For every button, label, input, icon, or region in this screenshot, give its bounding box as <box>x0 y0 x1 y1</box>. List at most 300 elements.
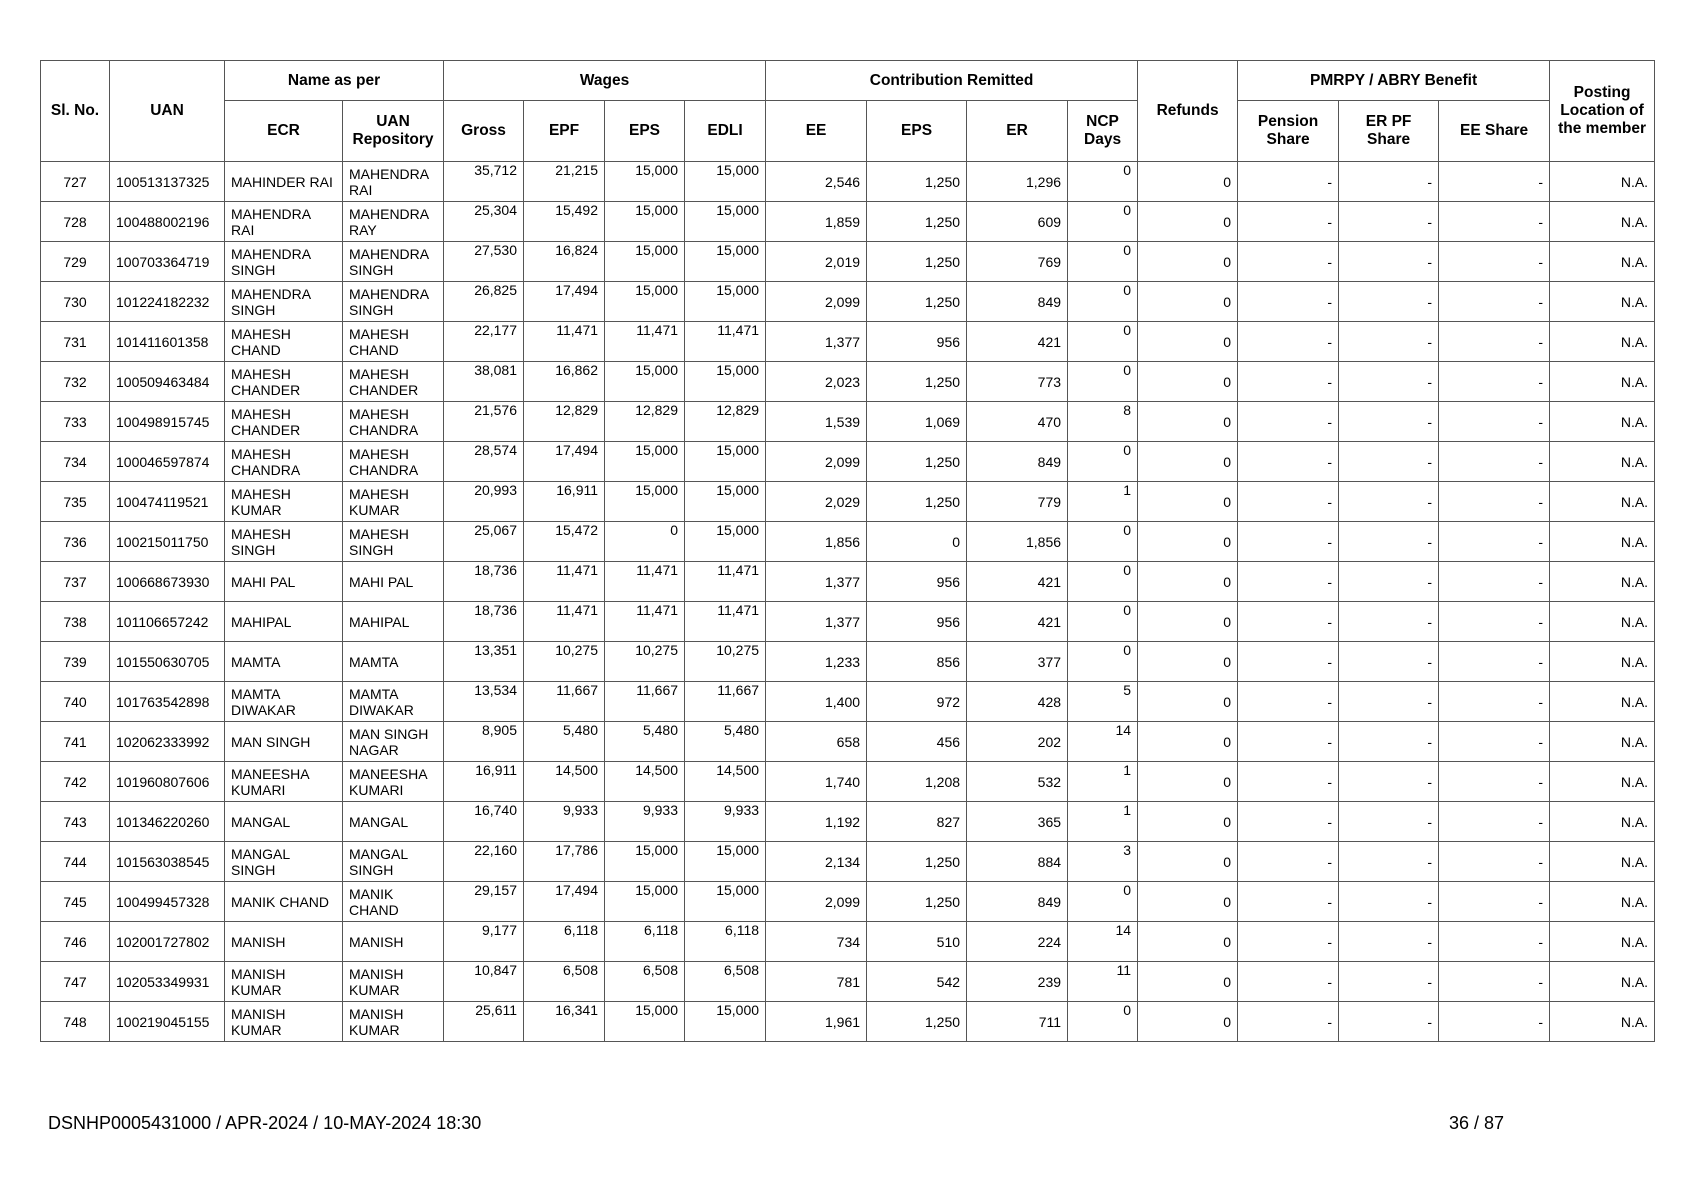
cell-er: 769 <box>967 242 1068 282</box>
cell-edli: 11,667 <box>685 682 766 722</box>
cell-posting-location: N.A. <box>1550 962 1655 1002</box>
cell-pension-share: - <box>1238 482 1339 522</box>
cell-ecr-name: MAHENDRA SINGH <box>225 242 343 282</box>
cell-sl-no: 744 <box>41 842 110 882</box>
cell-posting-location: N.A. <box>1550 442 1655 482</box>
cell-gross: 9,177 <box>444 922 524 962</box>
col-epf: EPF <box>524 101 605 162</box>
cell-uan-repo-name: MANISH KUMAR <box>343 962 444 1002</box>
cell-ee-share: - <box>1439 842 1550 882</box>
cell-ee-share: - <box>1439 162 1550 202</box>
cell-ee: 1,856 <box>766 522 867 562</box>
cell-edli: 12,829 <box>685 402 766 442</box>
cell-sl-no: 738 <box>41 602 110 642</box>
group-wages: Wages <box>444 61 766 101</box>
cell-contrib-eps: 827 <box>867 802 967 842</box>
table-row <box>41 802 1655 842</box>
cell-uan-repo-name: MAHESH CHANDER <box>343 362 444 402</box>
cell-gross: 25,304 <box>444 202 524 242</box>
cell-er-pf-share: - <box>1339 482 1439 522</box>
cell-ecr-name: MANEESHA KUMARI <box>225 762 343 802</box>
cell-refunds: 0 <box>1138 402 1238 442</box>
cell-edli: 15,000 <box>685 282 766 322</box>
cell-er-pf-share: - <box>1339 802 1439 842</box>
cell-sl-no: 732 <box>41 362 110 402</box>
cell-ee-share: - <box>1439 762 1550 802</box>
cell-wages-eps: 11,471 <box>605 602 685 642</box>
cell-wages-eps: 15,000 <box>605 842 685 882</box>
cell-gross: 38,081 <box>444 362 524 402</box>
cell-epf: 16,341 <box>524 1002 605 1042</box>
cell-uan-repo-name: MAN SINGH NAGAR <box>343 722 444 762</box>
cell-uan-repo-name: MAHESH CHANDRA <box>343 402 444 442</box>
cell-refunds: 0 <box>1138 642 1238 682</box>
cell-wages-eps: 15,000 <box>605 202 685 242</box>
cell-sl-no: 746 <box>41 922 110 962</box>
cell-epf: 17,494 <box>524 442 605 482</box>
cell-wages-eps: 9,933 <box>605 802 685 842</box>
cell-uan: 102053349931 <box>110 962 225 1002</box>
table-body <box>41 162 1655 1042</box>
table-row <box>41 882 1655 922</box>
table-row <box>41 322 1655 362</box>
cell-er-pf-share: - <box>1339 922 1439 962</box>
cell-ee: 2,019 <box>766 242 867 282</box>
cell-gross: 35,712 <box>444 162 524 202</box>
cell-contrib-eps: 1,250 <box>867 842 967 882</box>
cell-ncp-days: 1 <box>1068 482 1138 522</box>
cell-refunds: 0 <box>1138 482 1238 522</box>
cell-er-pf-share: - <box>1339 682 1439 722</box>
cell-contrib-eps: 856 <box>867 642 967 682</box>
cell-pension-share: - <box>1238 682 1339 722</box>
cell-wages-eps: 15,000 <box>605 282 685 322</box>
cell-wages-eps: 11,471 <box>605 562 685 602</box>
cell-sl-no: 742 <box>41 762 110 802</box>
cell-sl-no: 748 <box>41 1002 110 1042</box>
cell-sl-no: 747 <box>41 962 110 1002</box>
table-row <box>41 482 1655 522</box>
cell-uan-repo-name: MAHI PAL <box>343 562 444 602</box>
cell-ecr-name: MAHIPAL <box>225 602 343 642</box>
cell-refunds: 0 <box>1138 522 1238 562</box>
cell-epf: 9,933 <box>524 802 605 842</box>
cell-edli: 15,000 <box>685 162 766 202</box>
cell-contrib-eps: 1,208 <box>867 762 967 802</box>
cell-ecr-name: MANISH <box>225 922 343 962</box>
cell-gross: 10,847 <box>444 962 524 1002</box>
cell-uan: 100513137325 <box>110 162 225 202</box>
cell-posting-location: N.A. <box>1550 282 1655 322</box>
cell-er-pf-share: - <box>1339 1002 1439 1042</box>
cell-wages-eps: 14,500 <box>605 762 685 802</box>
cell-ee: 1,377 <box>766 322 867 362</box>
cell-pension-share: - <box>1238 202 1339 242</box>
cell-uan: 100668673930 <box>110 562 225 602</box>
group-contribution-remitted: Contribution Remitted <box>766 61 1138 101</box>
col-contrib-eps: EPS <box>867 101 967 162</box>
cell-edli: 9,933 <box>685 802 766 842</box>
cell-gross: 22,160 <box>444 842 524 882</box>
cell-uan-repo-name: MANEESHA KUMARI <box>343 762 444 802</box>
cell-wages-eps: 6,118 <box>605 922 685 962</box>
cell-contrib-eps: 1,250 <box>867 1002 967 1042</box>
cell-sl-no: 731 <box>41 322 110 362</box>
cell-uan-repo-name: MAHESH CHANDRA <box>343 442 444 482</box>
cell-ncp-days: 0 <box>1068 562 1138 602</box>
cell-edli: 15,000 <box>685 482 766 522</box>
cell-ecr-name: MAHESH CHANDER <box>225 362 343 402</box>
cell-epf: 16,824 <box>524 242 605 282</box>
cell-ee: 2,099 <box>766 442 867 482</box>
cell-epf: 5,480 <box>524 722 605 762</box>
cell-refunds: 0 <box>1138 882 1238 922</box>
cell-edli: 11,471 <box>685 562 766 602</box>
cell-refunds: 0 <box>1138 842 1238 882</box>
table-row <box>41 162 1655 202</box>
cell-ecr-name: MAHI PAL <box>225 562 343 602</box>
cell-pension-share: - <box>1238 882 1339 922</box>
cell-ee: 2,099 <box>766 282 867 322</box>
cell-ecr-name: MAHESH CHANDRA <box>225 442 343 482</box>
cell-uan-repo-name: MAHIPAL <box>343 602 444 642</box>
table-row <box>41 762 1655 802</box>
cell-uan: 101224182232 <box>110 282 225 322</box>
cell-ncp-days: 11 <box>1068 962 1138 1002</box>
table-row <box>41 682 1655 722</box>
table-header <box>41 61 1655 162</box>
cell-edli: 6,118 <box>685 922 766 962</box>
col-ee-share: EE Share <box>1439 101 1550 162</box>
cell-contrib-eps: 1,069 <box>867 402 967 442</box>
cell-contrib-eps: 1,250 <box>867 162 967 202</box>
cell-ee-share: - <box>1439 322 1550 362</box>
cell-pension-share: - <box>1238 402 1339 442</box>
cell-ecr-name: MAHINDER RAI <box>225 162 343 202</box>
cell-gross: 20,993 <box>444 482 524 522</box>
cell-refunds: 0 <box>1138 322 1238 362</box>
cell-edli: 15,000 <box>685 242 766 282</box>
cell-posting-location: N.A. <box>1550 642 1655 682</box>
cell-uan: 100219045155 <box>110 1002 225 1042</box>
cell-ee: 734 <box>766 922 867 962</box>
cell-er: 224 <box>967 922 1068 962</box>
cell-er-pf-share: - <box>1339 602 1439 642</box>
cell-edli: 11,471 <box>685 322 766 362</box>
cell-uan-repo-name: MAHESH KUMAR <box>343 482 444 522</box>
cell-edli: 15,000 <box>685 362 766 402</box>
cell-pension-share: - <box>1238 562 1339 602</box>
cell-posting-location: N.A. <box>1550 722 1655 762</box>
col-er: ER <box>967 101 1068 162</box>
cell-ncp-days: 0 <box>1068 882 1138 922</box>
cell-ee: 1,539 <box>766 402 867 442</box>
cell-refunds: 0 <box>1138 242 1238 282</box>
table-row <box>41 362 1655 402</box>
cell-gross: 8,905 <box>444 722 524 762</box>
table-row <box>41 1002 1655 1042</box>
cell-er: 532 <box>967 762 1068 802</box>
cell-wages-eps: 15,000 <box>605 882 685 922</box>
cell-uan: 100474119521 <box>110 482 225 522</box>
table-row <box>41 282 1655 322</box>
cell-contrib-eps: 510 <box>867 922 967 962</box>
cell-ee: 1,859 <box>766 202 867 242</box>
cell-refunds: 0 <box>1138 762 1238 802</box>
cell-wages-eps: 15,000 <box>605 442 685 482</box>
cell-wages-eps: 6,508 <box>605 962 685 1002</box>
cell-epf: 11,471 <box>524 562 605 602</box>
cell-ncp-days: 0 <box>1068 442 1138 482</box>
cell-wages-eps: 15,000 <box>605 362 685 402</box>
cell-gross: 27,530 <box>444 242 524 282</box>
cell-posting-location: N.A. <box>1550 522 1655 562</box>
cell-uan: 100703364719 <box>110 242 225 282</box>
cell-er-pf-share: - <box>1339 882 1439 922</box>
cell-posting-location: N.A. <box>1550 882 1655 922</box>
cell-refunds: 0 <box>1138 162 1238 202</box>
cell-edli: 5,480 <box>685 722 766 762</box>
cell-posting-location: N.A. <box>1550 682 1655 722</box>
cell-epf: 14,500 <box>524 762 605 802</box>
cell-gross: 18,736 <box>444 602 524 642</box>
table-row <box>41 522 1655 562</box>
col-ecr: ECR <box>225 101 343 162</box>
cell-ecr-name: MAHESH SINGH <box>225 522 343 562</box>
cell-epf: 17,494 <box>524 882 605 922</box>
cell-wages-eps: 10,275 <box>605 642 685 682</box>
table-row <box>41 442 1655 482</box>
cell-ee-share: - <box>1439 562 1550 602</box>
cell-ncp-days: 8 <box>1068 402 1138 442</box>
cell-posting-location: N.A. <box>1550 562 1655 602</box>
cell-er: 884 <box>967 842 1068 882</box>
cell-epf: 16,862 <box>524 362 605 402</box>
cell-ecr-name: MAHENDRA SINGH <box>225 282 343 322</box>
cell-ecr-name: MAHESH CHAND <box>225 322 343 362</box>
cell-posting-location: N.A. <box>1550 162 1655 202</box>
cell-pension-share: - <box>1238 362 1339 402</box>
cell-ee-share: - <box>1439 962 1550 1002</box>
cell-refunds: 0 <box>1138 442 1238 482</box>
cell-refunds: 0 <box>1138 962 1238 1002</box>
cell-contrib-eps: 1,250 <box>867 202 967 242</box>
cell-er-pf-share: - <box>1339 762 1439 802</box>
cell-contrib-eps: 1,250 <box>867 442 967 482</box>
cell-ee: 2,546 <box>766 162 867 202</box>
cell-ecr-name: MAMTA DIWAKAR <box>225 682 343 722</box>
cell-er: 1,296 <box>967 162 1068 202</box>
cell-pension-share: - <box>1238 962 1339 1002</box>
cell-uan-repo-name: MAHESH CHAND <box>343 322 444 362</box>
cell-ee-share: - <box>1439 602 1550 642</box>
cell-ncp-days: 0 <box>1068 1002 1138 1042</box>
group-name-as-per: Name as per <box>225 61 444 101</box>
cell-pension-share: - <box>1238 282 1339 322</box>
cell-er-pf-share: - <box>1339 442 1439 482</box>
cell-pension-share: - <box>1238 162 1339 202</box>
cell-er: 470 <box>967 402 1068 442</box>
cell-ncp-days: 14 <box>1068 722 1138 762</box>
cell-uan-repo-name: MAMTA DIWAKAR <box>343 682 444 722</box>
cell-refunds: 0 <box>1138 202 1238 242</box>
cell-epf: 17,494 <box>524 282 605 322</box>
cell-posting-location: N.A. <box>1550 202 1655 242</box>
cell-refunds: 0 <box>1138 362 1238 402</box>
cell-wages-eps: 5,480 <box>605 722 685 762</box>
cell-gross: 13,534 <box>444 682 524 722</box>
cell-edli: 15,000 <box>685 1002 766 1042</box>
cell-refunds: 0 <box>1138 562 1238 602</box>
cell-sl-no: 727 <box>41 162 110 202</box>
cell-sl-no: 741 <box>41 722 110 762</box>
cell-ncp-days: 3 <box>1068 842 1138 882</box>
cell-er-pf-share: - <box>1339 522 1439 562</box>
cell-ncp-days: 0 <box>1068 522 1138 562</box>
cell-sl-no: 736 <box>41 522 110 562</box>
cell-ncp-days: 0 <box>1068 282 1138 322</box>
col-gross: Gross <box>444 101 524 162</box>
cell-sl-no: 735 <box>41 482 110 522</box>
cell-uan: 101763542898 <box>110 682 225 722</box>
cell-pension-share: - <box>1238 1002 1339 1042</box>
cell-er: 421 <box>967 562 1068 602</box>
cell-pension-share: - <box>1238 442 1339 482</box>
cell-ncp-days: 0 <box>1068 322 1138 362</box>
cell-epf: 6,508 <box>524 962 605 1002</box>
cell-uan-repo-name: MAHENDRA SINGH <box>343 282 444 322</box>
cell-uan: 101960807606 <box>110 762 225 802</box>
cell-gross: 28,574 <box>444 442 524 482</box>
cell-wages-eps: 11,667 <box>605 682 685 722</box>
cell-uan: 100509463484 <box>110 362 225 402</box>
cell-wages-eps: 15,000 <box>605 482 685 522</box>
cell-contrib-eps: 0 <box>867 522 967 562</box>
cell-ncp-days: 1 <box>1068 762 1138 802</box>
cell-sl-no: 728 <box>41 202 110 242</box>
cell-pension-share: - <box>1238 842 1339 882</box>
cell-er: 849 <box>967 442 1068 482</box>
cell-epf: 11,471 <box>524 322 605 362</box>
cell-posting-location: N.A. <box>1550 402 1655 442</box>
col-posting-location: Posting Location of the member <box>1550 61 1655 162</box>
cell-posting-location: N.A. <box>1550 602 1655 642</box>
cell-ee: 2,099 <box>766 882 867 922</box>
cell-ee-share: - <box>1439 402 1550 442</box>
cell-ee-share: - <box>1439 202 1550 242</box>
cell-gross: 29,157 <box>444 882 524 922</box>
cell-pension-share: - <box>1238 922 1339 962</box>
cell-uan-repo-name: MANIK CHAND <box>343 882 444 922</box>
cell-er-pf-share: - <box>1339 722 1439 762</box>
cell-edli: 14,500 <box>685 762 766 802</box>
table-row <box>41 602 1655 642</box>
cell-ecr-name: MAHESH KUMAR <box>225 482 343 522</box>
cell-sl-no: 729 <box>41 242 110 282</box>
cell-wages-eps: 12,829 <box>605 402 685 442</box>
cell-ecr-name: MAHENDRA RAI <box>225 202 343 242</box>
cell-uan-repo-name: MAHESH SINGH <box>343 522 444 562</box>
cell-sl-no: 733 <box>41 402 110 442</box>
table-row <box>41 842 1655 882</box>
cell-ee: 2,023 <box>766 362 867 402</box>
cell-ee-share: - <box>1439 522 1550 562</box>
cell-contrib-eps: 972 <box>867 682 967 722</box>
cell-uan: 100499457328 <box>110 882 225 922</box>
cell-epf: 15,472 <box>524 522 605 562</box>
cell-epf: 16,911 <box>524 482 605 522</box>
cell-ecr-name: MAMTA <box>225 642 343 682</box>
table-row <box>41 642 1655 682</box>
cell-uan-repo-name: MANGAL <box>343 802 444 842</box>
cell-er: 428 <box>967 682 1068 722</box>
cell-pension-share: - <box>1238 802 1339 842</box>
cell-contrib-eps: 956 <box>867 322 967 362</box>
cell-ee: 1,233 <box>766 642 867 682</box>
cell-uan: 101550630705 <box>110 642 225 682</box>
cell-refunds: 0 <box>1138 922 1238 962</box>
cell-uan-repo-name: MANGAL SINGH <box>343 842 444 882</box>
cell-edli: 15,000 <box>685 202 766 242</box>
cell-ncp-days: 0 <box>1068 602 1138 642</box>
cell-ee: 1,740 <box>766 762 867 802</box>
cell-epf: 10,275 <box>524 642 605 682</box>
cell-ee: 658 <box>766 722 867 762</box>
cell-er: 239 <box>967 962 1068 1002</box>
table-row <box>41 202 1655 242</box>
col-er-pf-share: ER PF Share <box>1339 101 1439 162</box>
document-reference: DSNHP0005431000 / APR-2024 / 10-MAY-2024 18:30 <box>48 1113 482 1133</box>
cell-uan-repo-name: MANISH <box>343 922 444 962</box>
cell-er: 711 <box>967 1002 1068 1042</box>
cell-er: 1,856 <box>967 522 1068 562</box>
cell-epf: 15,492 <box>524 202 605 242</box>
cell-ee: 1,192 <box>766 802 867 842</box>
cell-er-pf-share: - <box>1339 402 1439 442</box>
cell-epf: 12,829 <box>524 402 605 442</box>
cell-edli: 15,000 <box>685 522 766 562</box>
cell-ee: 2,029 <box>766 482 867 522</box>
cell-wages-eps: 15,000 <box>605 162 685 202</box>
cell-ncp-days: 0 <box>1068 642 1138 682</box>
cell-ecr-name: MANISH KUMAR <box>225 1002 343 1042</box>
cell-gross: 16,911 <box>444 762 524 802</box>
cell-er: 365 <box>967 802 1068 842</box>
cell-sl-no: 745 <box>41 882 110 922</box>
cell-er-pf-share: - <box>1339 642 1439 682</box>
cell-uan: 100498915745 <box>110 402 225 442</box>
cell-er-pf-share: - <box>1339 202 1439 242</box>
table-row <box>41 402 1655 442</box>
cell-uan-repo-name: MANISH KUMAR <box>343 1002 444 1042</box>
cell-edli: 15,000 <box>685 442 766 482</box>
cell-ncp-days: 0 <box>1068 202 1138 242</box>
cell-ee-share: - <box>1439 922 1550 962</box>
cell-ee-share: - <box>1439 242 1550 282</box>
cell-ee-share: - <box>1439 882 1550 922</box>
cell-wages-eps: 15,000 <box>605 1002 685 1042</box>
cell-sl-no: 734 <box>41 442 110 482</box>
cell-pension-share: - <box>1238 602 1339 642</box>
ecr-table <box>40 60 1655 1042</box>
cell-gross: 25,611 <box>444 1002 524 1042</box>
cell-ncp-days: 0 <box>1068 362 1138 402</box>
cell-ee: 1,377 <box>766 602 867 642</box>
cell-pension-share: - <box>1238 642 1339 682</box>
cell-er-pf-share: - <box>1339 162 1439 202</box>
cell-ee-share: - <box>1439 282 1550 322</box>
cell-uan: 102001727802 <box>110 922 225 962</box>
